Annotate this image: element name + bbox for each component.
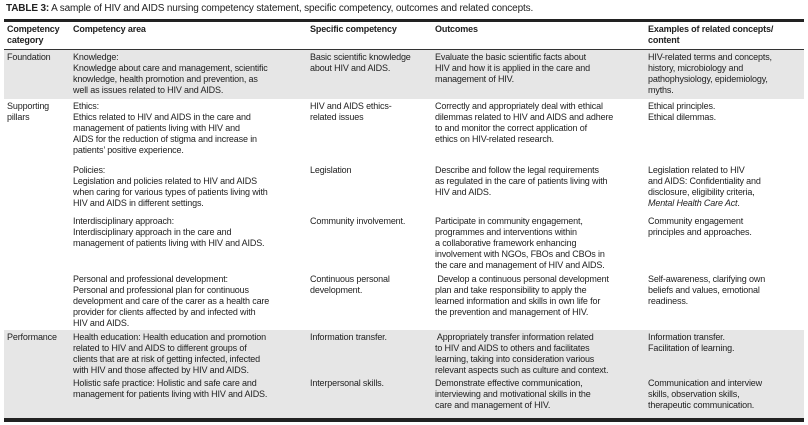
cell-examples — [648, 332, 734, 354]
bottom-rule — [4, 418, 804, 422]
category-text: Performance — [7, 332, 57, 342]
area-text: Health education: Health education and promotion related to HIV and AIDS to different groups of clients that are at risk of getting infected, infected with HIV and those affected by HIV and AIDS. — [73, 332, 266, 375]
cell-examples — [648, 216, 752, 238]
cell-outcomes — [435, 52, 590, 85]
area-text: Personal and professional development: Personal and professional plan for continuous development and care of the carer as a health care provider for clients affected by and infected with HIV and AIDS. — [73, 274, 270, 328]
examples-text: Community engagement principles and approaches. — [648, 216, 752, 237]
cell-examples — [648, 52, 772, 96]
act-name: Mental Health Care Act — [648, 198, 738, 208]
cell-outcomes — [435, 165, 607, 198]
cell-area — [73, 274, 269, 329]
table-row — [4, 163, 804, 214]
specific-text: HIV and AIDS ethics- related issues — [310, 101, 392, 122]
cell-category — [7, 101, 49, 123]
outcomes-text: Demonstrate effective communication, interviewing and motivational skills in the care and management of HIV. — [435, 378, 591, 410]
header-examples: Examples of related concepts/ content — [648, 24, 774, 45]
table-row — [4, 272, 804, 330]
header-area: Competency area — [73, 24, 146, 34]
cell-examples — [648, 165, 761, 209]
area-text: Ethics: Ethics related to HIV and AIDS in the care and management of patients living with HIV and AIDS for the reduction of stigma and increase in patients’ positive experience. — [73, 101, 257, 155]
cell-examples — [648, 101, 716, 123]
cell-category — [7, 332, 57, 343]
cell-outcomes — [435, 378, 591, 411]
cell-area — [73, 378, 267, 400]
category-text: Foundation — [7, 52, 51, 62]
area-text: Policies: Legislation and policies related to HIV and AIDS when caring for various types of patients living with HIV and AIDS in different settings. — [73, 165, 268, 208]
cell-specific — [310, 332, 387, 343]
cell-area — [73, 165, 268, 209]
area-text: Knowledge: Knowledge about care and management, scientific knowledge, health promotion and prevention, as well as issues related to HIV and AIDS. — [73, 52, 268, 95]
examples-text: HIV-related terms and concepts, history, microbiology and pathophysiology, epidemiology, myths. — [648, 52, 772, 95]
specific-text: Basic scientific knowledge about HIV and AIDS. — [310, 52, 411, 73]
specific-text: Information transfer. — [310, 332, 387, 342]
examples-text: Information transfer. Facilitation of learning. — [648, 332, 735, 353]
table-title: A sample of HIV and AIDS nursing competency statement, specific competency, outcomes and related concepts. — [49, 3, 534, 14]
specific-text: Interpersonal skills. — [310, 378, 384, 388]
header-outcomes: Outcomes — [435, 24, 478, 34]
table-row — [4, 50, 804, 99]
specific-text: Continuous personal development. — [310, 274, 390, 295]
outcomes-text: Describe and follow the legal requirements as regulated in the care of patients living with HIV and AIDS. — [435, 165, 608, 197]
area-text: Holistic safe practice: Holistic and safe care and management for patients living with HIV and AIDS. — [73, 378, 268, 399]
outcomes-text: Appropriately transfer information related to HIV and AIDS to others and facilitates learning, taking into consideration various relevant aspects such as culture and context. — [435, 332, 609, 375]
specific-text: Community involvement. — [310, 216, 406, 226]
cell-specific — [310, 216, 405, 227]
cell-examples — [648, 274, 765, 307]
cell-specific — [310, 52, 411, 74]
outcomes-text: Develop a continuous personal development plan and take responsibility to apply the learned information and skills in own life for the prevention and management of HIV. — [435, 274, 609, 317]
table-row — [4, 214, 804, 272]
table-caption — [6, 3, 533, 14]
table-row — [4, 376, 804, 418]
header-category: Competency category — [7, 24, 60, 45]
specific-text: Legislation — [310, 165, 352, 175]
table-row — [4, 330, 804, 376]
examples-text: Legislation related to HIV and AIDS: Confidentiality and disclosure, eligibility criteria, — [648, 165, 761, 197]
area-text: Interdisciplinary approach: Interdisciplinary approach in the care and management of patients living with HIV and AIDS. — [73, 216, 265, 248]
examples-text: Communication and interview skills, observation skills, therapeutic communication. — [648, 378, 763, 410]
cell-examples — [648, 378, 762, 411]
cell-outcomes — [435, 216, 605, 271]
cell-area — [73, 332, 266, 376]
cell-area — [73, 52, 268, 96]
table-label: TABLE 3: — [6, 3, 50, 14]
act-punctuation: . — [737, 198, 740, 208]
category-text: Supporting pillars — [7, 101, 50, 122]
cell-category — [7, 52, 51, 63]
cell-outcomes — [435, 274, 609, 318]
examples-text: Ethical principles. Ethical dilemmas. — [648, 101, 716, 122]
cell-outcomes — [435, 101, 613, 145]
header-specific: Specific competency — [310, 24, 397, 34]
outcomes-text: Participate in community engagement, programmes and interventions within a collaborative framework enhancing involvement with NGOs, FBOs and CBOs in the care and management of HIV and AIDS. — [435, 216, 605, 270]
cell-specific — [310, 274, 390, 296]
outcomes-text: Correctly and appropriately deal with ethical dilemmas related to HIV and AIDS and adhere to and monitor the correct application of ethics on HIV-related research. — [435, 101, 614, 144]
examples-text: Self-awareness, clarifying own beliefs and values, emotional readiness. — [648, 274, 766, 306]
cell-specific — [310, 378, 384, 389]
cell-area — [73, 101, 257, 156]
cell-specific — [310, 165, 351, 176]
cell-outcomes — [435, 332, 608, 376]
header-row — [4, 20, 804, 49]
cell-area — [73, 216, 264, 249]
outcomes-text: Evaluate the basic scientific facts about HIV and how it is applied in the care and management of HIV. — [435, 52, 590, 84]
table-row — [4, 99, 804, 163]
cell-specific — [310, 101, 392, 123]
